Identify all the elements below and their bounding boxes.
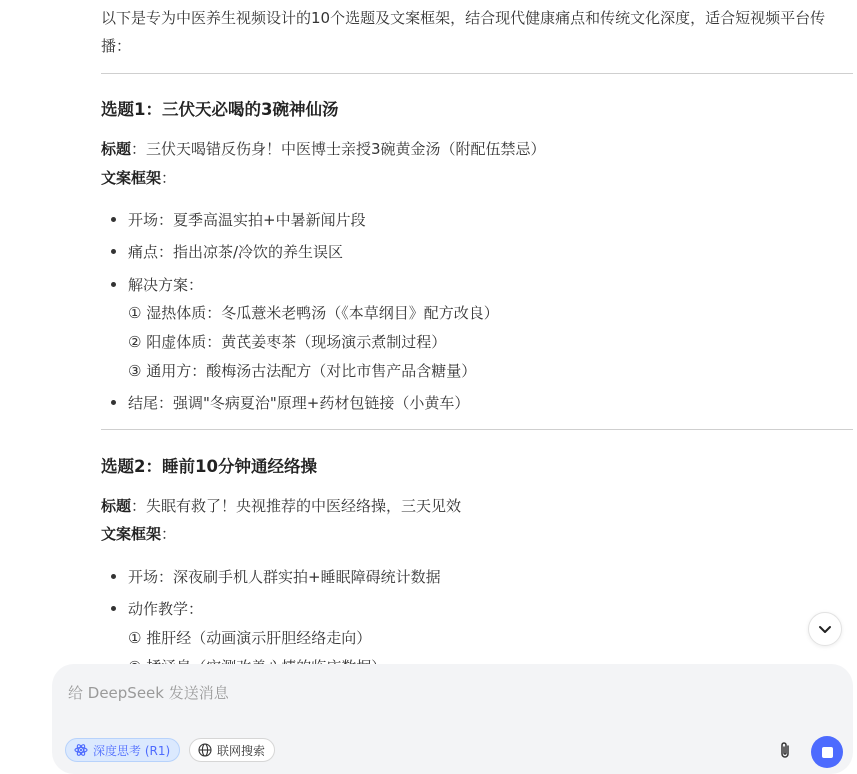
intro-paragraph: 以下是专为中医养生视频设计的10个选题及文案框架，结合现代健康痛点和传统文化深度，适合短视频平台传播： [101, 9, 826, 55]
framework-colon: ： [161, 169, 177, 187]
list-item: 开场：夏季高温实拍+中暑新闻片段 [128, 211, 366, 229]
topic-1-heading: 选题1：三伏天必喝的3碗神仙汤 [101, 100, 339, 119]
divider [101, 73, 853, 74]
topic-1-framework-label [101, 167, 176, 188]
sub-list-item: ① 推肝经（动画演示肝胆经络走向） [128, 629, 372, 647]
chat-composer [52, 664, 853, 774]
title-label: 标题 [101, 497, 132, 515]
atom-icon [74, 743, 88, 757]
sub-list-item: ② 阳虚体质：黄芪姜枣茶（现场演示煮制过程） [128, 333, 447, 351]
stop-icon [822, 747, 833, 758]
web-search-label: 联网搜索 [217, 743, 266, 758]
list-item: 开场：深夜刷手机人群实拍+睡眠障碍统计数据 [128, 568, 441, 586]
chevron-down-icon [817, 621, 833, 637]
sub-list-item: ① 湿热体质：冬瓜薏米老鸭汤（《本草纲目》配方改良） [128, 304, 499, 322]
attach-file-button[interactable] [774, 738, 796, 762]
deep-think-toggle[interactable] [65, 738, 180, 762]
list-item: 动作教学： [128, 600, 204, 618]
scroll-to-bottom-button[interactable] [808, 612, 842, 646]
title-text: ：失眠有救了！央视推荐的中医经络操，三天见效 [131, 497, 462, 515]
title-text: ：三伏天喝错反伤身！中医博士亲授3碗黄金汤（附配伍禁忌） [131, 140, 546, 158]
message-input[interactable] [66, 680, 770, 706]
stop-generation-button[interactable] [811, 736, 843, 768]
title-label: 标题 [101, 140, 132, 158]
list-item: 结尾：强调"冬病夏治"原理+药材包链接（小黄车） [128, 394, 470, 412]
web-search-toggle[interactable] [189, 738, 275, 762]
sub-list-item: ③ 通用方：酸梅汤古法配方（对比市售产品含糖量） [128, 362, 477, 380]
topic-2-heading: 选题2：睡前10分钟通经络操 [101, 457, 317, 476]
paperclip-icon [777, 740, 793, 760]
framework-label: 文案框架 [101, 525, 162, 543]
divider [101, 429, 853, 430]
topic-2-title-line [101, 495, 461, 516]
list-item: 痛点：指出凉茶/冷饮的养生误区 [128, 243, 344, 261]
framework-label: 文案框架 [101, 169, 162, 187]
deep-think-label: 深度思考 (R1) [93, 743, 171, 758]
list-item: 解决方案： [128, 276, 204, 294]
topic-2-framework-label [101, 523, 176, 544]
globe-icon [198, 743, 212, 757]
topic-1-title-line [101, 138, 546, 159]
framework-colon: ： [161, 525, 177, 543]
